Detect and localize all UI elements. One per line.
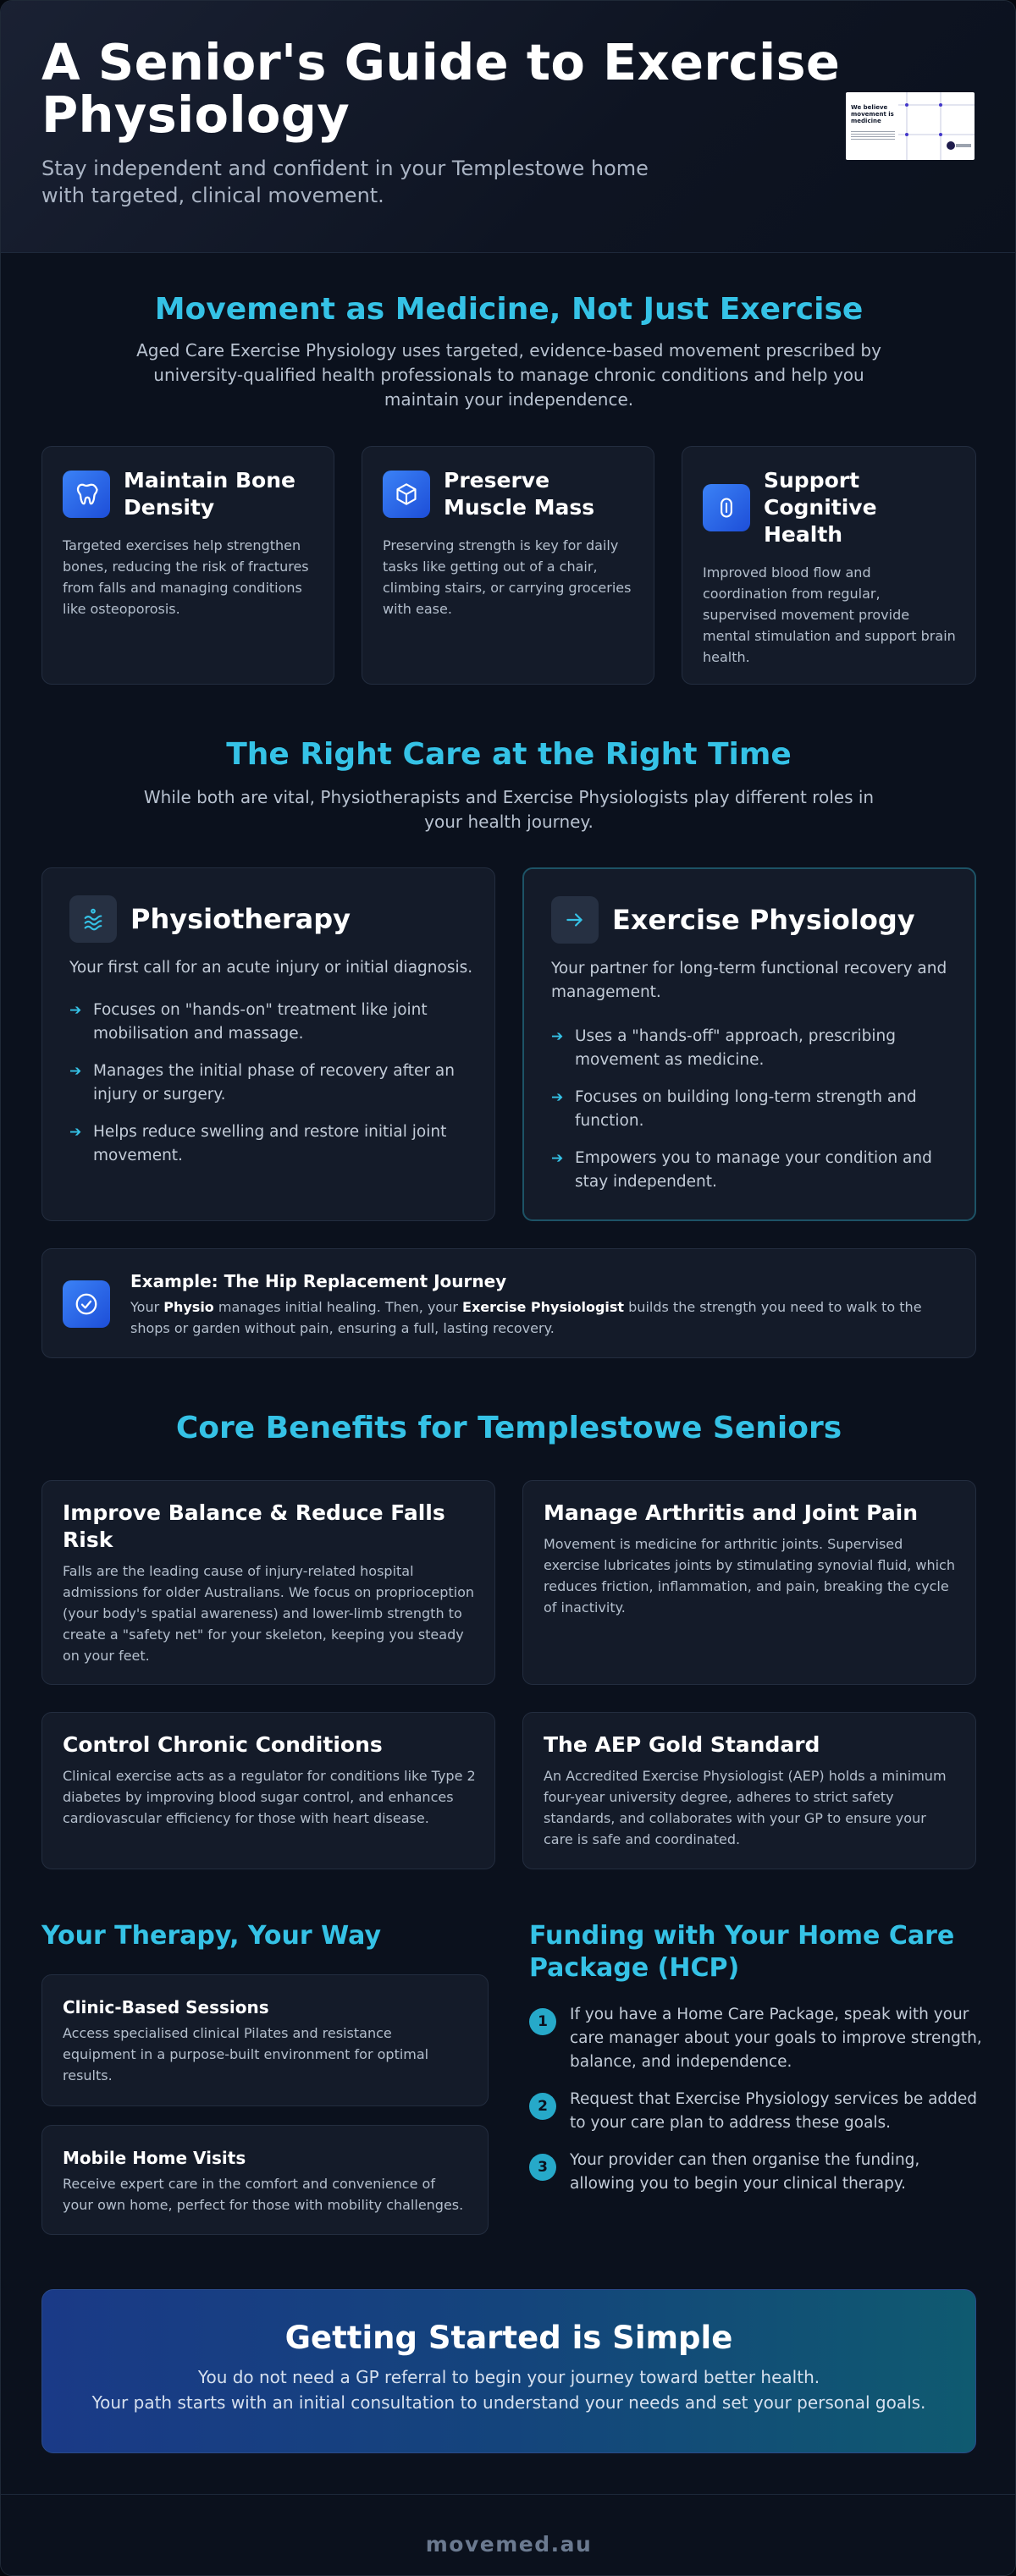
benefit-card: [41, 1480, 495, 1685]
cube-icon: [383, 471, 430, 518]
card-title: Support Cognitive Health: [764, 468, 877, 547]
benefit-card: [522, 1480, 976, 1685]
step-text: Request that Exercise Physiology services be added to your care plan to address these goals.: [570, 2090, 978, 2132]
header: [1, 1, 1015, 253]
benefit-title: Improve Balance & Reduce Falls Risk: [63, 1500, 445, 1552]
benefit-text: Movement is medicine for arthritic joints. Supervised exercise lubricates joints by stimulating synovial fluid, which reduces friction, inflammation, and pain, breaking the cycle of inactivity.: [544, 1536, 955, 1616]
bone-icon: [63, 471, 110, 518]
waves-icon: [69, 895, 117, 943]
benefits-section: [1, 1411, 1016, 1445]
benefit-title: Manage Arthritis and Joint Pain: [544, 1500, 919, 1525]
header-thumbnail-image: [846, 92, 975, 160]
medicine-description: Aged Care Exercise Physiology uses targeted, evidence-based movement prescribed by university-qualified health professionals to manage chronic conditions and help you maintain your independence.: [136, 340, 881, 410]
thumbnail-diagram: [898, 92, 975, 160]
list-item: ➔ Manages the initial phase of recovery after an injury or surgery.: [69, 1060, 467, 1107]
therapy-option-title: Clinic-Based Sessions: [63, 1997, 269, 2017]
benefits-title: Core Benefits for Templestowe Seniors: [175, 1411, 842, 1445]
capsule-icon: [703, 484, 750, 531]
arrow-right-icon: ➔: [551, 1089, 564, 1106]
arrow-right-icon: ➔: [69, 1002, 82, 1019]
benefit-card: [522, 1712, 976, 1869]
therapy-option-home-visits: [41, 2125, 489, 2235]
exercise-physiology-intro: Your partner for long-term functional recovery and management.: [551, 960, 947, 1001]
benefit-text: An Accredited Exercise Physiologist (AEP) holds a minimum four-year university degree, adheres to strict safety standards, and collaborates with your GP to ensure your care is safe and coordinated.: [544, 1768, 947, 1847]
benefit-card-cognitive-health: [682, 446, 976, 685]
card-text: Preserving strength is key for daily tasks like getting out of a chair, climbing stairs, or carrying groceries with ease.: [383, 537, 632, 617]
physiotherapy-card: [41, 867, 495, 1221]
footer-site-link[interactable]: movemed.au: [425, 2532, 593, 2557]
step-number: 3: [529, 2154, 556, 2181]
card-title: Maintain Bone Density: [124, 468, 295, 520]
physiotherapy-title: Physiotherapy: [130, 903, 351, 935]
card-text: Targeted exercises help strengthen bones, reducing the risk of fractures from falls and managing conditions like osteoporosis.: [63, 537, 309, 617]
arrow-right-icon: ➔: [551, 1150, 564, 1167]
cta-line-2: Your path starts with an initial consultation to understand your needs and set your personal goals.: [91, 2392, 926, 2413]
step-text: If you have a Home Care Package, speak with your care manager about your goals to improve strength, balance, and independence.: [570, 2006, 982, 2071]
right-care-description: While both are vital, Physiotherapists and Exercise Physiologists play different roles in your health journey.: [143, 787, 875, 832]
step-number: 1: [529, 2008, 556, 2035]
cta-title: Getting Started is Simple: [284, 2320, 733, 2356]
thumbnail-lines: [851, 131, 895, 140]
benefit-title: Control Chronic Conditions: [63, 1732, 383, 1757]
therapy-title: Your Therapy, Your Way: [41, 1921, 382, 1951]
benefit-title: The AEP Gold Standard: [544, 1732, 820, 1757]
exercise-physiology-card: [522, 867, 976, 1221]
physiotherapy-bullets: [69, 999, 467, 1181]
medicine-title: Movement as Medicine, Not Just Exercise: [154, 292, 864, 327]
benefit-card-muscle-mass: [362, 446, 654, 685]
page-subtitle: Stay independent and confident in your Templestowe home with targeted, clinical movement.: [41, 157, 649, 207]
arrow-right-icon: ➔: [551, 1028, 564, 1045]
arrow-right-icon: ➔: [69, 1124, 82, 1141]
hip-replacement-example-card: [41, 1248, 976, 1358]
physiotherapy-intro: Your first call for an acute injury or initial diagnosis.: [69, 959, 473, 977]
list-item: ➔ Helps reduce swelling and restore initial joint movement.: [69, 1120, 467, 1168]
benefit-text: Falls are the leading cause of injury-related hospital admissions for older Australians. We focus on proprioception (your body's spatial awareness) and lower-limb strength to create a "safety net" for your skeleton, keeping you steady on your feet.: [63, 1563, 475, 1664]
therapy-option-clinic: [41, 1974, 489, 2106]
example-title: Example: The Hip Replacement Journey: [130, 1271, 507, 1291]
list-item: ➔ Empowers you to manage your condition and stay independent.: [551, 1147, 949, 1194]
right-care-section: [1, 737, 1016, 834]
footer: [1, 2494, 1016, 2576]
getting-started-banner: [41, 2289, 976, 2453]
therapy-option-text: Receive expert care in the comfort and convenience of your own home, perfect for those with mobility challenges.: [63, 2176, 464, 2213]
therapy-option-text: Access specialised clinical Pilates and resistance equipment in a purpose-built environment for optimal results.: [63, 2025, 429, 2083]
example-text: Your Physio manages initial healing. Then, your Exercise Physiologist builds the strength you need to walk to the shops or garden without pain, ensuring a full, lasting recovery.: [130, 1299, 922, 1336]
arrow-right-icon: [551, 896, 599, 944]
benefit-card-bone-density: [41, 446, 334, 685]
funding-title: Funding with Your Home Care Package (HCP): [529, 1921, 955, 1983]
therapy-option-title: Mobile Home Visits: [63, 2148, 246, 2168]
card-title: Preserve Muscle Mass: [444, 468, 595, 520]
exercise-physiology-bullets: [551, 1025, 949, 1208]
list-item: ➔ Focuses on building long-term strength and function.: [551, 1086, 949, 1133]
right-care-title: The Right Care at the Right Time: [226, 737, 792, 772]
cta-line-1: You do not need a GP referral to begin your journey toward better health.: [197, 2367, 820, 2387]
benefit-card: [41, 1712, 495, 1869]
arrow-right-icon: ➔: [69, 1063, 82, 1080]
page-title: A Senior's Guide to Exercise Physiology: [41, 33, 841, 144]
list-item: ➔ Uses a "hands-off" approach, prescribing movement as medicine.: [551, 1025, 949, 1072]
check-circle-icon: [63, 1280, 110, 1328]
list-item: ➔ Focuses on "hands-on" treatment like joint mobilisation and massage.: [69, 999, 467, 1046]
medicine-section: [1, 292, 1016, 412]
card-text: Improved blood flow and coordination from regular, supervised movement provide mental stimulation and support brain health.: [703, 564, 956, 665]
step-text: Your provider can then organise the funding, allowing you to begin your clinical therapy.: [570, 2151, 920, 2193]
step-number: 2: [529, 2093, 556, 2120]
benefit-text: Clinical exercise acts as a regulator for conditions like Type 2 diabetes by improving blood sugar control, and enhances cardiovascular efficiency for those with heart disease.: [63, 1768, 476, 1826]
exercise-physiology-title: Exercise Physiology: [612, 904, 915, 936]
thumbnail-text: We believe movement is medicine: [851, 104, 894, 124]
